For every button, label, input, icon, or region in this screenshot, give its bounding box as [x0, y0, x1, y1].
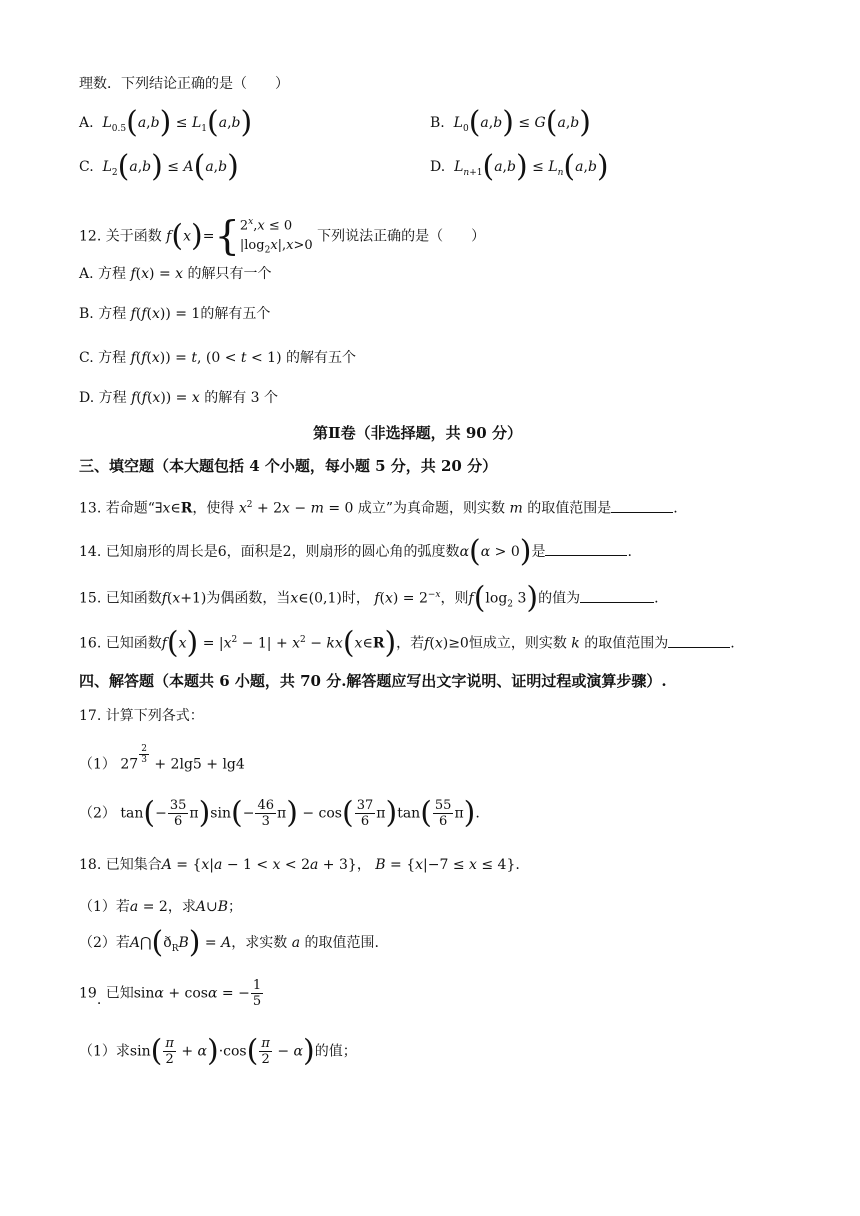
q12-option-b[interactable]: B. 方程 f(f(x)) = 1的解有五个: [79, 306, 271, 322]
q16: 16. 已知函数$f(x) = |x^2 - 1| + x^2$ − kx(x∈R)，若f(x)≥0恒成立，则实数 k 的取值范围为 .: [79, 625, 735, 661]
q12-stem: 12. 关于函数 f(x)={ $2^x,x \le 0$ $|\log_2x|,x>0$ 下列说法正确的是（ ）: [79, 213, 486, 260]
q17-part2: （2） tan(− $\frac{35}{6}$ π)sin(− $\frac{46}{3}$ π) − cos( $\frac{37}{6}$ π)tan( $\frac{55}{6}$ π).: [79, 795, 480, 831]
q15-answer-blank[interactable]: [580, 588, 654, 603]
q16-answer-blank[interactable]: [668, 633, 730, 648]
q17-title: 17. 计算下列各式：: [79, 708, 204, 724]
q13-answer-blank[interactable]: [611, 498, 673, 513]
q12-option-c[interactable]: C. 方程 f(f(x)) = t, (0 < t < 1) 的解有五个: [79, 350, 356, 366]
q11-option-b[interactable]: B. $L_0(a,b) \le G(a,b)$: [430, 105, 591, 140]
q14-answer-blank[interactable]: [545, 541, 627, 556]
q11-option-c[interactable]: C. $L_2(a,b) \le A(a,b)$: [79, 149, 239, 184]
q14: 14. 已知扇形的周长是6，面积是2，则扇形的圆心角的弧度数α(α > 0)是 .: [79, 534, 632, 569]
q17-part1: （1） 27 $^{\frac{2}{3}}$ + 2lg5 + lg4: [79, 744, 245, 773]
q11-option-d[interactable]: D. $L_{n+1}(a,b) \le L_n(a,b)$: [430, 149, 609, 184]
q19-part1: （1）求sin( $\frac{\pi}{2}$ + α)·cos( $\frac{\pi}{2}$ − α)的值；: [79, 1033, 357, 1069]
q11-option-a[interactable]: A. $L_{0.5}(a,b) \le L_1(a,b)$: [79, 105, 253, 140]
fill-in-header: 三、填空题（本大题包括 4 个小题，每小题 5 分，共 20 分）: [79, 457, 498, 475]
q13: 13. 若命题“∃x∈R，使得 $x^2 + 2x - m = 0$ 成立”为真命题，则实数 m 的取值范围是 .: [79, 495, 678, 519]
q18-part1: （1）若a = 2，求A∪B；: [79, 899, 242, 915]
section2-title: 第Ⅱ卷（非选择题，共 90 分）: [313, 424, 522, 442]
solve-header: 四、解答题（本题共 6 小题，共 70 分.解答题应写出文字说明、证明过程或演算步骤）.: [79, 672, 667, 690]
q18-stem: 18. 已知集合A = {x|a − 1 < x < 2a + 3}， B = {x|−7 ≤ x ≤ 4}.: [79, 857, 520, 873]
q12-option-d[interactable]: D. 方程 f(f(x)) = x 的解有 3 个: [79, 390, 279, 406]
q11-intro: 理数．下列结论正确的是（ ）: [79, 76, 289, 92]
q19-stem: 19. 已知sinα + cosα = − $\frac{1}{5}$: [79, 978, 262, 1009]
q12-option-a[interactable]: A. 方程 f(x) = x 的解只有一个: [79, 266, 272, 282]
q15: 15. 已知函数f(x+1)为偶函数，当x∈(0,1)时， $f(x) = 2^{-x}$，则$f(\log_2$ 3)的值为 .: [79, 580, 659, 616]
q18-part2: （2）若$A⋂(ð_RB) = A$，求实数 a 的取值范围.: [79, 925, 379, 960]
